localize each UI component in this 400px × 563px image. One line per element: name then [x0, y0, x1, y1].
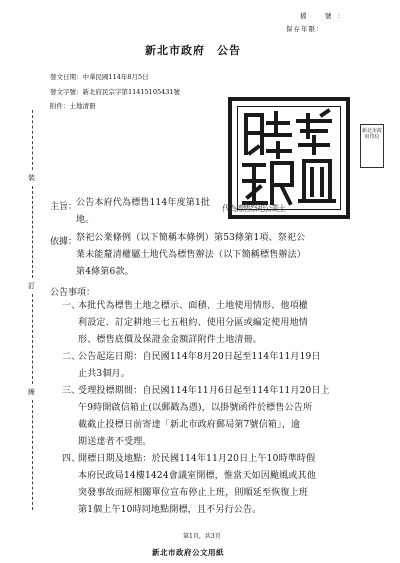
item-3-line-3: 載截止投標日前寄達「新北市政府郵局第7號信箱」，逾 — [78, 420, 301, 430]
item-3-line-1: 受理投標期間：自民國114年11月6日起至114年11月20日上 — [78, 386, 330, 396]
item-3-number: 三、 — [62, 386, 81, 396]
binding-mark-ding: 訂 — [28, 282, 35, 290]
subject-line-1: 公告本府代為標售114年度第1批 — [76, 198, 211, 208]
item-4-line-1: 開標日期及地點：於民國114年11月20日上午10時準時假 — [78, 454, 316, 464]
attachment-line: 附件：土地清冊 — [50, 102, 96, 110]
item-4-number: 四、 — [62, 454, 81, 464]
item-1-line-3: 形、標售底價及保證金金額詳附件土地清冊。 — [78, 335, 263, 345]
document-number: 發文字號：新北府民宗字第11415105431號 — [50, 88, 180, 96]
binding-line-bottom — [32, 400, 33, 510]
binding-mark-zhuang: 裝 — [28, 174, 35, 182]
item-2-line-1: 公告起迄日期：自民國114年8月20日起至114年11月19日 — [78, 352, 321, 362]
binding-mark-xian: 線 — [28, 388, 35, 396]
item-3-line-4: 期送達者不受理。 — [78, 437, 152, 447]
issue-date: 發文日期：中華民國114年8月5日 — [50, 73, 149, 81]
basis-label: 依據： — [50, 237, 78, 247]
item-3-line-2: 午9時開啟信箱止(以郵戳為憑)，以掛號函件於標售公告所 — [78, 403, 313, 413]
binding-line-lower — [32, 294, 33, 384]
basis-line-2: 業未能釐清權屬土地代為標售辦法（以下簡稱標售辦法） — [76, 250, 307, 260]
binding-line-mid — [32, 186, 33, 278]
seal-glyph-art — [238, 107, 340, 209]
subject-line-2: 地。 — [76, 215, 95, 225]
official-seal — [228, 97, 350, 219]
item-4-line-4: 第1個上午10時同地點開標，且不另行公告。 — [78, 505, 262, 515]
subject-overprint: 代為標售祭祀公業土 — [222, 204, 285, 213]
binding-line-top — [32, 110, 33, 170]
retention-period-label: 保存年限： — [286, 25, 324, 33]
file-number-label: 檔 號： — [300, 12, 350, 20]
item-1-line-2: 利設定、訂定耕地三七五租約、使用分區或編定使用地情 — [78, 318, 309, 328]
document-title: 新北市政府 公告 — [145, 44, 241, 57]
basis-line-1: 祭祀公業條例（以下簡稱本條例）第53條第1項、祭祀公 — [76, 233, 306, 243]
page-indicator: 第1頁，共3頁 — [183, 533, 221, 540]
side-stamp: 新北市政府印信 — [360, 124, 384, 168]
paper-org-footer: 新北市政府公文用紙 — [152, 548, 224, 557]
announcement-items-label: 公告事項： — [50, 288, 96, 298]
item-2-line-2: 止共3個月。 — [78, 369, 130, 379]
basis-line-3: 第4條第6款。 — [76, 267, 134, 277]
item-1-line-1: 本批代為標售土地之標示、面積、土地使用情形、他項權 — [78, 301, 309, 311]
item-1-number: 一、 — [62, 301, 81, 311]
item-4-line-3: 突發事故而經相關單位宣布停止上班，則順延至恢復上班 — [78, 488, 309, 498]
subject-label: 主旨： — [50, 202, 78, 212]
item-2-number: 二、 — [62, 352, 81, 362]
item-4-line-2: 本府民政局14樓1424會議室開標，惟當天如因颱風或其他 — [78, 471, 316, 481]
